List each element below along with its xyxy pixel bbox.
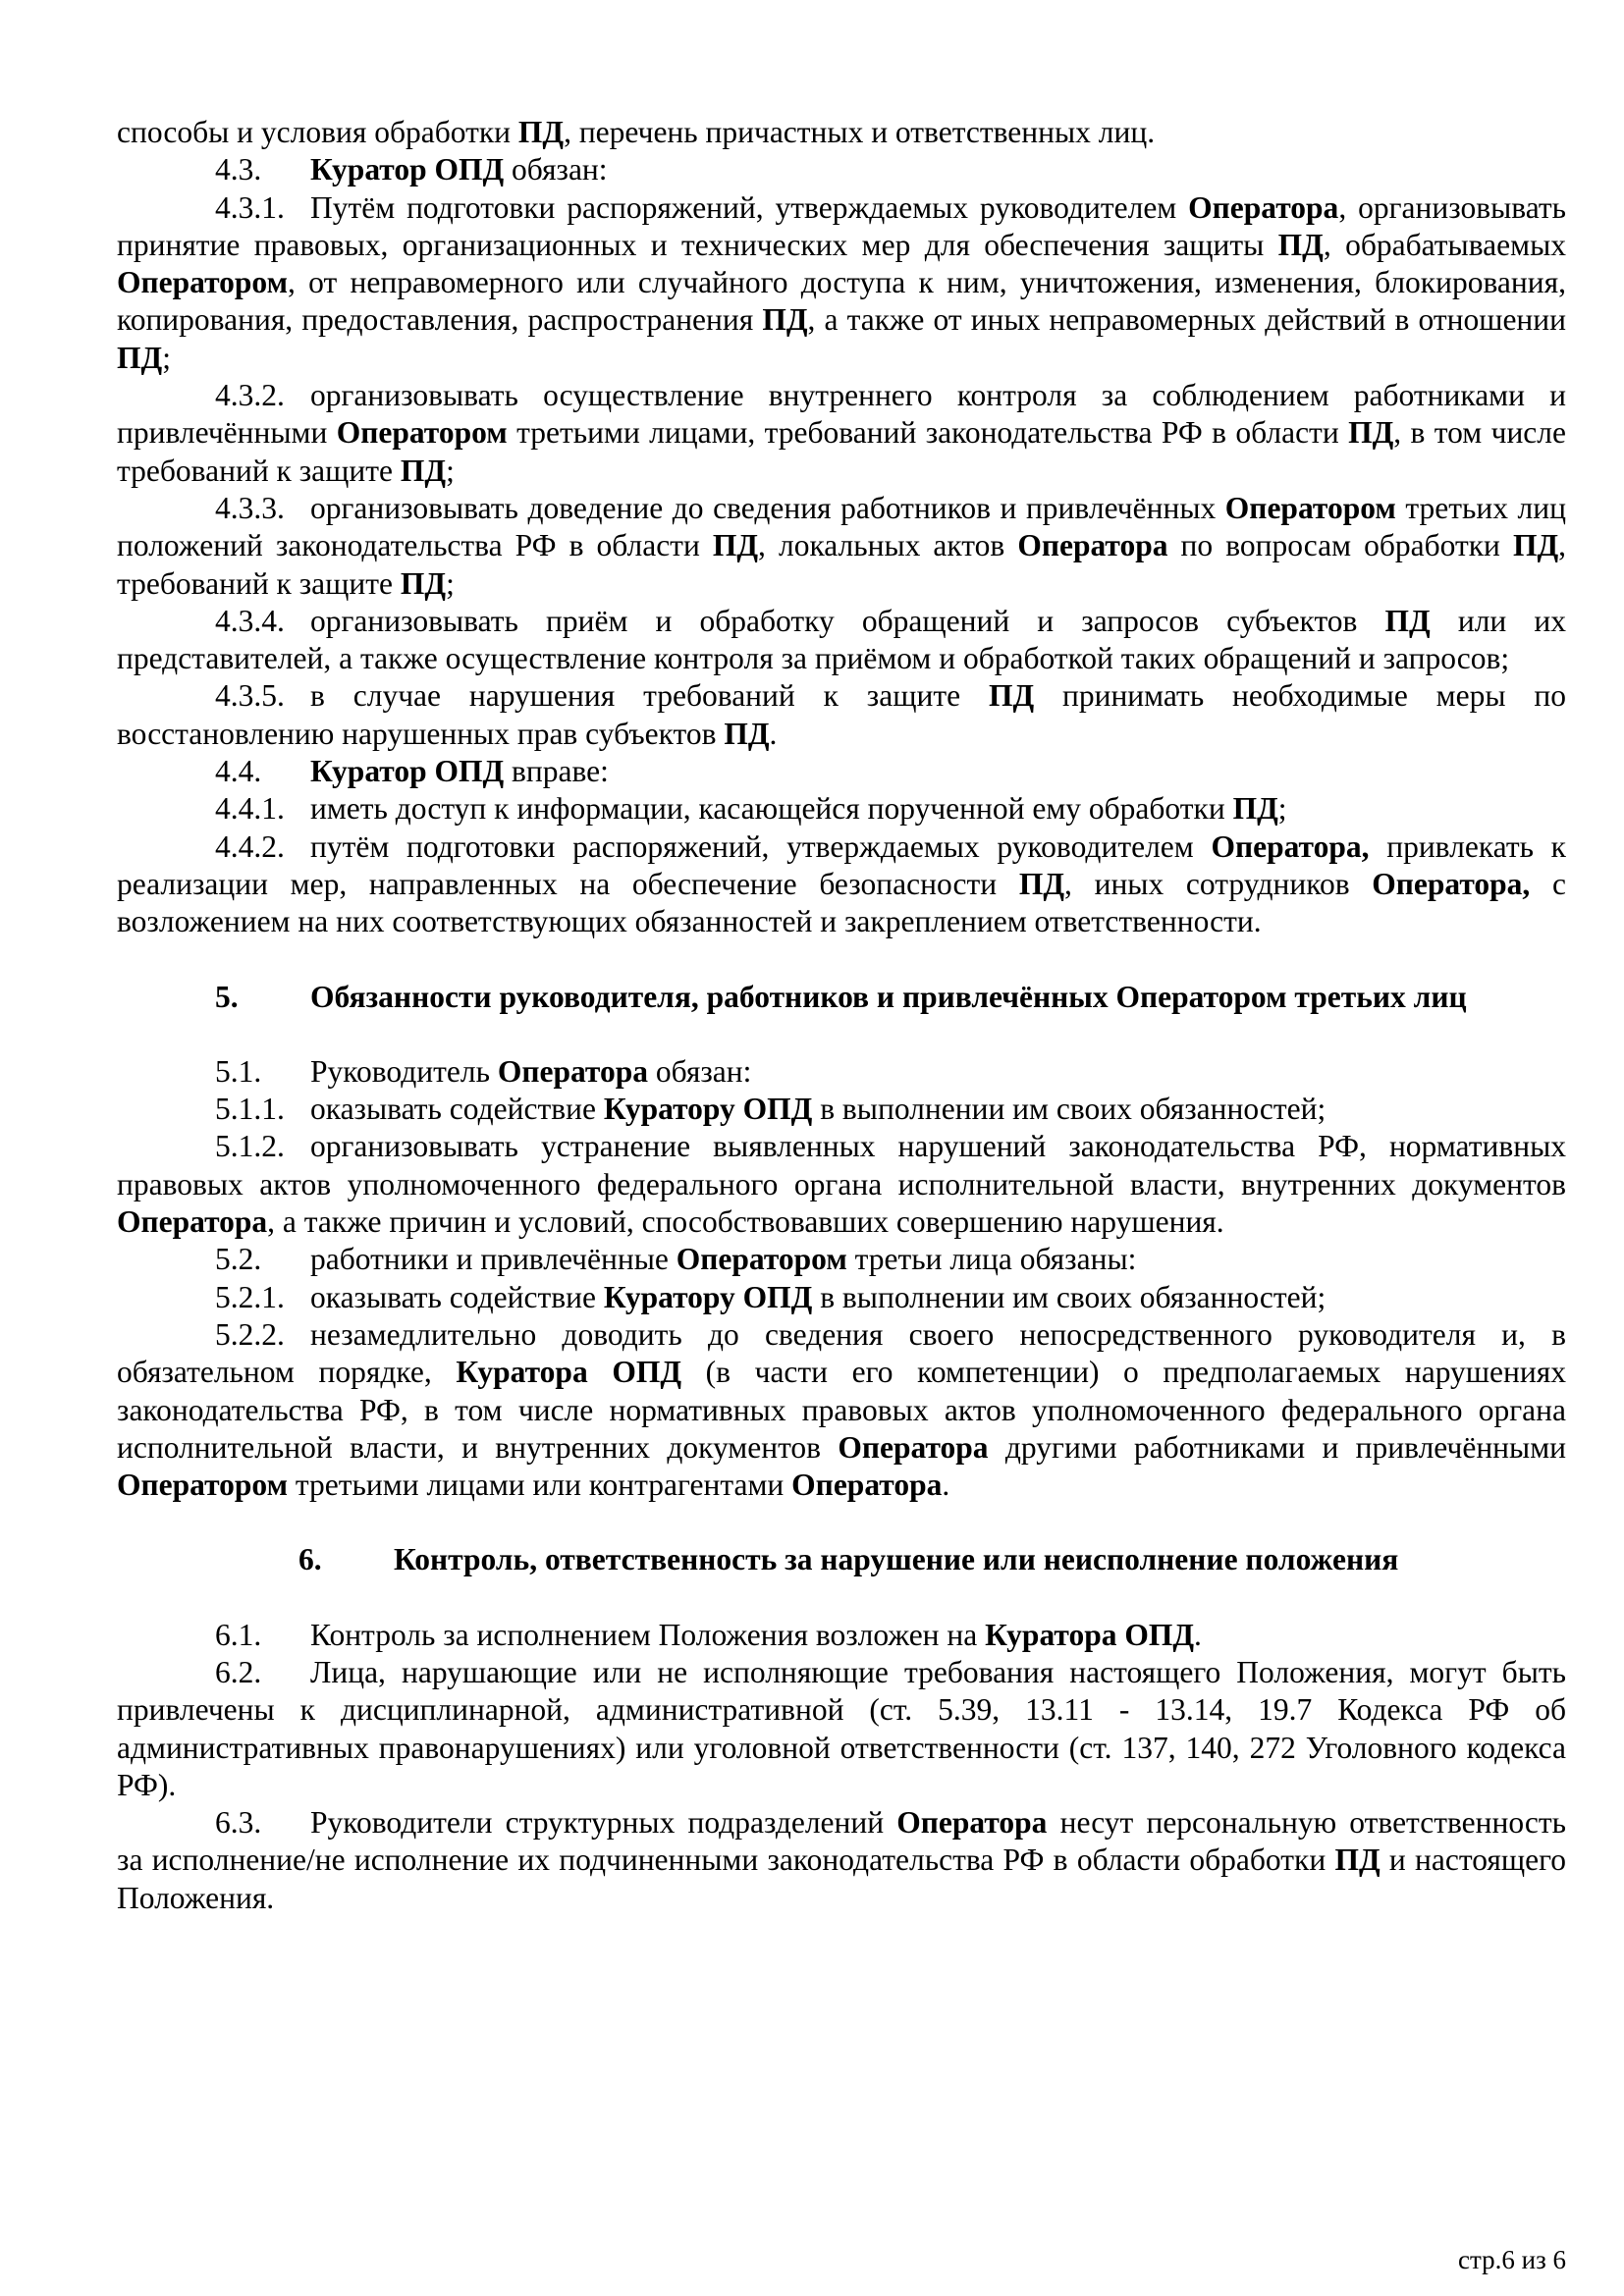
bold-term: Куратор ОПД (310, 152, 505, 187)
clause-4-4-1 (117, 790, 1566, 828)
bold-term: Оператора (896, 1805, 1048, 1841)
clause-number: 4.3. (215, 152, 262, 187)
bold-term: ПД (1232, 791, 1278, 827)
section-heading-5 (117, 979, 1566, 1016)
text: Лица, нарушающие или не исполняющие требования настоящего Положения, могут быть привлечены к дисциплинарной, административной (ст. 5.39, 13.11 - 13.14, 19.7 Кодекса РФ об административных правонарушениях) или уголовной ответственности (ст. 137, 140, 272 Уголовного кодекса РФ). (117, 1654, 1566, 1802)
text: организовывать доведение до сведения работников и привлечённых (310, 490, 1225, 525)
text: , в том числе требований к защите (117, 415, 1566, 488)
clause-number: 5.2.2. (215, 1316, 285, 1352)
text: организовывать осуществление внутреннего контроля за соблюдением работниками и привлечёнными (117, 378, 1566, 451)
clause-number: 4.4.1. (215, 791, 285, 827)
section-number: 6. (298, 1542, 322, 1577)
text: третьими лицами или контрагентами (288, 1468, 792, 1503)
text: привлекать к реализации мер, направленных на обеспечение безопасности (117, 828, 1566, 901)
bold-term: Оператором (676, 1242, 847, 1277)
text: (в части его компетенции) о предполагаемых нарушениях законодательства РФ, в том числе нормативных правовых актов уполномоченного федерального органа исполнительной власти, и внутренних документов (117, 1355, 1566, 1465)
bold-term: Оператором (117, 1468, 289, 1503)
text: в выполнении им своих обязанностей; (812, 1279, 1326, 1314)
clause-5-2-1 (117, 1279, 1566, 1316)
bold-term: ПД (1348, 415, 1394, 451)
clause-number: 4.3.4. (215, 603, 285, 638)
text: путём подготовки распоряжений, утверждаемых руководителем (310, 828, 1212, 864)
bold-term: ПД (400, 565, 447, 601)
text: принимать необходимые меры по восстановлению нарушенных прав субъектов (117, 678, 1566, 751)
bold-term: ПД (1512, 528, 1559, 563)
text: вправе: (504, 754, 609, 789)
bold-term: Оператора (497, 1053, 648, 1089)
bold-term: Оператора, (1372, 866, 1531, 901)
text: , перечень причастных и ответственных лиц. (564, 115, 1156, 149)
bold-term: ПД (117, 340, 163, 375)
document-page (117, 114, 1566, 1917)
paragraph-continuation (117, 114, 1566, 151)
text: в выполнении им своих обязанностей; (812, 1092, 1326, 1127)
text: организовывать приём и обработку обращений и запросов субъектов (310, 603, 1385, 638)
section-heading-6 (117, 1541, 1566, 1578)
clause-number: 5.2.1. (215, 1279, 285, 1314)
text: обязан: (648, 1053, 752, 1089)
clause-number: 4.3.1. (215, 189, 285, 225)
text: организовывать устранение выявленных нарушений законодательства РФ, нормативных правовых актов уполномоченного федерального органа исполнительной власти, внутренних документов (117, 1129, 1566, 1201)
clause-number: 5.1. (215, 1053, 262, 1089)
text: ; (162, 340, 171, 375)
text: оказывать содействие (310, 1092, 604, 1127)
bold-term: Куратора ОПД (985, 1617, 1195, 1652)
text: несут персональную ответственность за исполнение/не исполнение их подчиненными законодательства РФ в области обработки (117, 1805, 1566, 1878)
clause-number: 4.3.5. (215, 678, 285, 714)
bold-term: ПД (400, 453, 447, 488)
clause-5-1-2 (117, 1128, 1566, 1241)
text: третьими лицами, требований законодательства РФ в области (507, 415, 1349, 451)
clause-number: 5.1.2. (215, 1129, 285, 1164)
text: , иных сотрудников (1064, 866, 1373, 901)
text: другими работниками и привлечёнными (988, 1429, 1566, 1465)
bold-term: ПД (762, 302, 808, 338)
text: третьи лица обязаны: (846, 1242, 1137, 1277)
bold-term: ПД (1018, 866, 1065, 901)
page-number: стр.6 из 6 (1458, 2245, 1566, 2274)
clause-6-3 (117, 1804, 1566, 1917)
bold-term: Оператора (838, 1429, 989, 1465)
clause-5-2 (117, 1241, 1566, 1278)
bold-term: ПД (1384, 603, 1431, 638)
text: , от неправомерного или случайного доступа к ним, уничтожения, изменения, блокирования, копирования, предоставления, распространения (117, 265, 1566, 338)
text: . (769, 716, 778, 751)
bold-term: Куратор ОПД (310, 754, 505, 789)
section-number: 5. (215, 979, 239, 1014)
bold-term: ПД (988, 678, 1035, 714)
clause-4-4-2 (117, 828, 1566, 941)
text: иметь доступ к информации, касающейся порученной ему обработки (310, 791, 1233, 827)
bold-term: Куратору ОПД (603, 1279, 813, 1314)
text: или их представителей, а также осуществление контроля за приёмом и обработкой таких обращений и запросов; (117, 603, 1566, 676)
clause-4-3-1 (117, 189, 1566, 377)
text: Путём подготовки распоряжений, утверждаемых руководителем (310, 189, 1189, 225)
text: Руководитель (310, 1053, 498, 1089)
bold-term: Оператора, (1211, 828, 1370, 864)
text: , требований к защите (117, 528, 1566, 601)
clause-6-1 (117, 1617, 1566, 1654)
clause-4-3-4 (117, 603, 1566, 678)
text: . (942, 1468, 950, 1503)
clause-4-3-2 (117, 377, 1566, 490)
bold-term: ПД (517, 115, 565, 149)
text: ; (446, 453, 455, 488)
bold-term: ПД (1334, 1842, 1380, 1878)
text: обязан: (504, 152, 608, 187)
text: , локальных актов (758, 528, 1018, 563)
text: работники и привлечённые (310, 1242, 677, 1277)
text: с возложением на них соответствующих обязанностей и закреплением ответственности. (117, 866, 1566, 939)
bold-term: Оператора (791, 1468, 943, 1503)
text: третьих лиц положений законодательства РФ в области (117, 490, 1566, 563)
section-title: Обязанности руководителя, работников и привлечённых Оператором третьих лиц (310, 979, 1467, 1014)
clause-4-4 (117, 753, 1566, 790)
clause-number: 5.2. (215, 1242, 262, 1277)
text: , а также причин и условий, способствовавших совершению нарушения. (267, 1204, 1224, 1240)
bold-term: Оператора (1188, 189, 1339, 225)
text: незамедлительно доводить до сведения своего непосредственного руководителя и, в обязательном порядке, (117, 1316, 1566, 1390)
clause-number: 6.3. (215, 1805, 262, 1841)
text: способы и условия обработки (117, 115, 518, 149)
section-title: Контроль, ответственность за нарушение или неисполнение положения (394, 1542, 1399, 1577)
bold-term: ПД (724, 716, 770, 751)
bold-term: ПД (712, 528, 759, 563)
text: в случае нарушения требований к защите (310, 678, 989, 714)
text: , а также от иных неправомерных действий в отношении (807, 302, 1567, 338)
clause-number: 4.4.2. (215, 828, 285, 864)
text: Контроль за исполнением Положения возложен на (310, 1617, 986, 1652)
text: оказывать содействие (310, 1279, 604, 1314)
clause-4-3-5 (117, 677, 1566, 753)
text: ; (446, 565, 455, 601)
text: ; (1277, 791, 1287, 827)
text: и настоящего Положения. (117, 1842, 1566, 1915)
clause-number: 6.1. (215, 1617, 262, 1652)
bold-term: ПД (1277, 227, 1324, 262)
bold-term: Оператором (336, 415, 508, 451)
bold-term: Оператором (1224, 490, 1396, 525)
clause-number: 4.4. (215, 754, 262, 789)
text: , обрабатываемых (1323, 227, 1566, 262)
clause-number: 6.2. (215, 1654, 262, 1689)
clause-number: 4.3.2. (215, 378, 285, 413)
clause-5-2-2 (117, 1316, 1566, 1504)
text: по вопросам обработки (1167, 528, 1513, 563)
text: , организовывать принятие правовых, организационных и технических мер для обеспечения защиты (117, 189, 1566, 262)
clause-6-2 (117, 1654, 1566, 1804)
clause-number: 4.3.3. (215, 490, 285, 525)
clause-5-1 (117, 1053, 1566, 1091)
bold-term: Оператором (117, 265, 289, 300)
bold-term: Куратора ОПД (456, 1355, 681, 1390)
clause-4-3-3 (117, 490, 1566, 603)
clause-5-1-1 (117, 1091, 1566, 1128)
bold-term: Оператора (117, 1204, 268, 1240)
clause-number: 5.1.1. (215, 1092, 285, 1127)
clause-4-3 (117, 151, 1566, 188)
bold-term: Оператора (1017, 528, 1168, 563)
text: . (1194, 1617, 1202, 1652)
text: Руководители структурных подразделений (310, 1805, 897, 1841)
bold-term: Куратору ОПД (603, 1092, 813, 1127)
